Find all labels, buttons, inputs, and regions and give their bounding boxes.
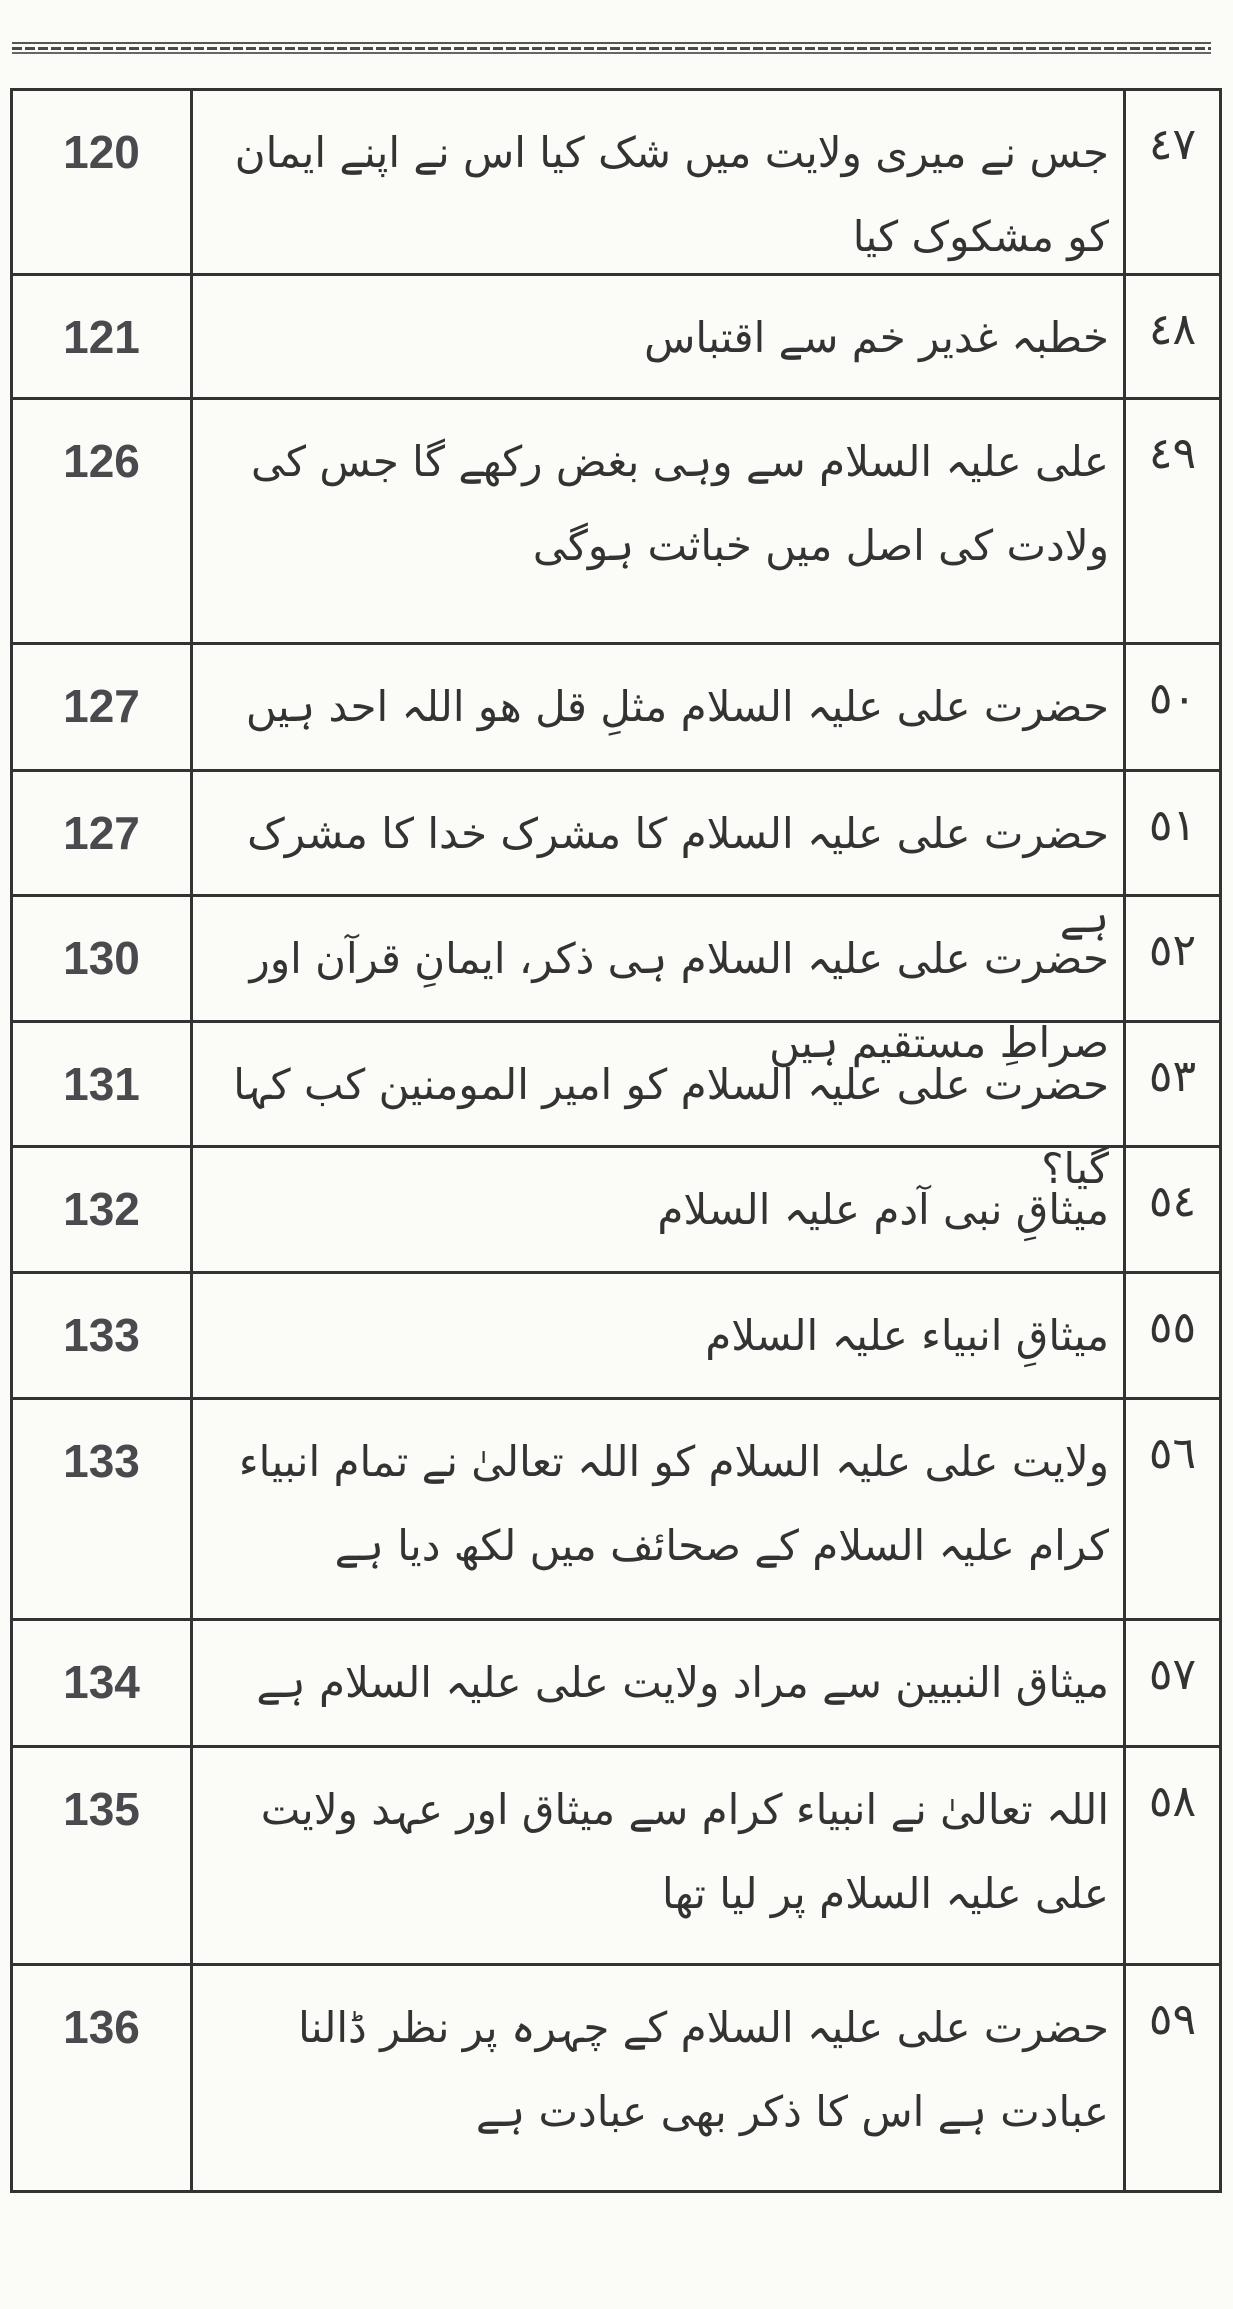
entry-title: حضرت علی علیہ السلام ہی ذکر، ایمانِ قرآن اور صراطِ مستقیم ہیں [249, 934, 1109, 1067]
toc-row [13, 1400, 1219, 1621]
entry-title: حضرت علی علیہ السلام کا مشرک خدا کا مشرک ہے [247, 809, 1109, 942]
entry-title: میثاقِ نبی آدم علیہ السلام [657, 1185, 1109, 1234]
toc-row [13, 1966, 1219, 2190]
toc-row [13, 897, 1219, 1067]
entry-number: ٥١ [1123, 772, 1219, 894]
entry-number: ٥٥ [1123, 1274, 1219, 1397]
toc-row [13, 91, 1219, 276]
page-number: 136 [13, 1966, 193, 2190]
entry-number: ٥٧ [1123, 1621, 1219, 1745]
entry-title: جس نے میری ولایت میں شک کیا اس نے اپنے ایمان کو مشکوک کیا [234, 128, 1109, 261]
entry-title: حضرت علی علیہ السلام کو امیر المومنین کب کہا گیا؟ [233, 1060, 1109, 1193]
entry-number: ٤٩ [1123, 400, 1219, 642]
toc-row [13, 1274, 1219, 1400]
entry-number: ٤٧ [1123, 91, 1219, 273]
entry-number: ٥٦ [1123, 1400, 1219, 1618]
entry-title: علی علیہ السلام سے وہی بغض رکھے گا جس کی ولادت کی اصل میں خباثت ہوگی [250, 437, 1109, 570]
toc-row [13, 400, 1219, 645]
entry-title: خطبہ غدیر خم سے اقتباس [644, 313, 1109, 362]
page-number: 121 [13, 276, 193, 397]
entry-title: ولایت علی علیہ السلام کو اللہ تعالیٰ نے تمام انبیاء کرام علیہ السلام کے صحائف میں لکھ دیا ہے [238, 1437, 1109, 1570]
toc-row [13, 1748, 1219, 1966]
table-of-contents [10, 88, 1222, 2193]
entry-title: میثاقِ انبیاء علیہ السلام [705, 1311, 1109, 1360]
page-number: 120 [13, 91, 193, 273]
page-number: 134 [13, 1621, 193, 1745]
entry-title: میثاق النبیین سے مراد ولایت علی علیہ السلام ہے [256, 1658, 1109, 1707]
entry-number: ٥٤ [1123, 1148, 1219, 1271]
page-number: 135 [13, 1748, 193, 1963]
entry-number: ٥٩ [1123, 1966, 1219, 2190]
entry-number: ٥٢ [1123, 897, 1219, 1020]
entry-title: اللہ تعالیٰ نے انبیاء کرام سے میثاق اور عہد ولایت علی علیہ السلام پر لیا تھا [260, 1785, 1109, 1918]
entry-title: حضرت علی علیہ السلام مثلِ قل ھو اللہ احد ہیں [245, 682, 1109, 731]
page-number: 133 [13, 1400, 193, 1618]
page-number: 127 [13, 772, 193, 894]
toc-row [13, 645, 1219, 772]
entry-number: ٥٠ [1123, 645, 1219, 769]
toc-row [13, 276, 1219, 400]
page-number: 133 [13, 1274, 193, 1397]
toc-row [13, 772, 1219, 942]
page-number: 126 [13, 400, 193, 642]
entry-number: ٥٣ [1123, 1023, 1219, 1145]
page-number: 132 [13, 1148, 193, 1271]
toc-row [13, 1148, 1219, 1274]
toc-row [13, 1621, 1219, 1748]
page-number: 127 [13, 645, 193, 769]
entry-number: ٥٨ [1123, 1748, 1219, 1963]
page-number: 131 [13, 1023, 193, 1145]
top-border-rule [12, 42, 1211, 54]
entry-title: حضرت علی علیہ السلام کے چہرہ پر نظر ڈالنا عبادت ہے اس کا ذکر بھی عبادت ہے [298, 2003, 1109, 2136]
entry-number: ٤٨ [1123, 276, 1219, 397]
page-number: 130 [13, 897, 193, 1020]
toc-row [13, 1023, 1219, 1193]
